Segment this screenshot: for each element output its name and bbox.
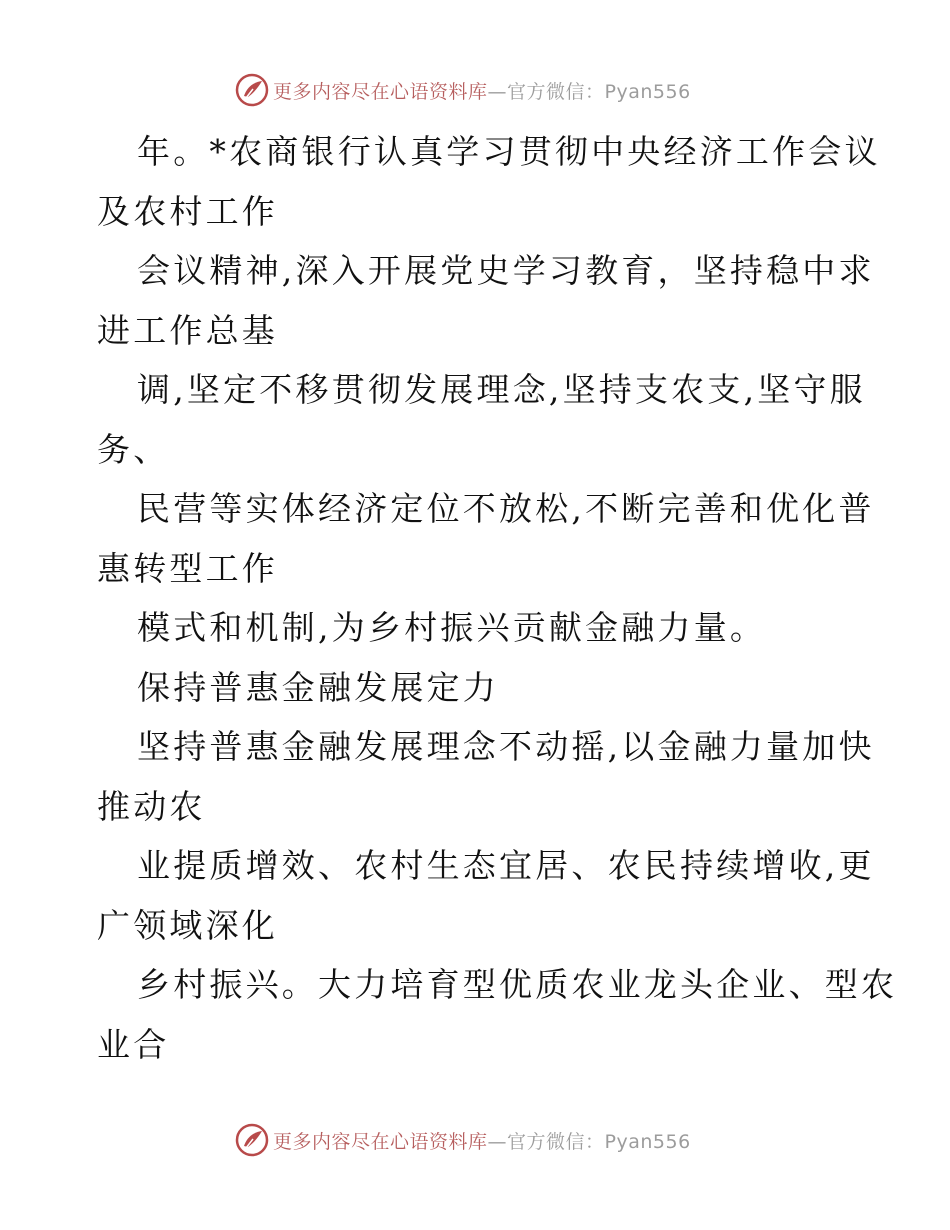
- text-line: 年。*农商银行认真学习贯彻中央经济工作会议: [137, 132, 881, 171]
- text-line: 进工作总基: [97, 310, 278, 350]
- text-line: 及农村工作: [97, 191, 278, 231]
- footer-separator: —: [487, 1130, 508, 1153]
- header-site-text: 更多内容尽在心语资料库: [273, 80, 488, 103]
- text-line: 业合: [97, 1024, 170, 1064]
- header-separator: —: [487, 80, 508, 103]
- footer-wechat-text: 官方微信：Pyan556: [507, 1130, 691, 1153]
- text-line: 广领域深化: [97, 905, 278, 945]
- text-line: 民营等实体经济定位不放松,不断完善和优化普: [137, 489, 875, 528]
- text-line: 业提质增效、农村生态宜居、农民持续增收,更: [137, 846, 875, 885]
- text-line: 会议精神,深入开展党史学习教育，坚持稳中求: [137, 251, 875, 290]
- text-line: 惠转型工作: [97, 548, 278, 588]
- text-line: 调,坚定不移贯彻发展理念,坚持支农支,坚守服: [137, 370, 866, 409]
- text-line: 模式和机制,为乡村振兴贡献金融力量。: [137, 608, 767, 647]
- text-line: 推动农: [97, 786, 206, 826]
- header-text: [273, 77, 691, 104]
- footer-banner: [235, 1122, 691, 1158]
- header-wechat-text: 官方微信：Pyan556: [507, 80, 691, 103]
- document-body: [97, 122, 898, 1074]
- section-heading: 保持普惠金融发展定力: [137, 667, 499, 707]
- logo-icon: [235, 1123, 269, 1157]
- footer-site-text: 更多内容尽在心语资料库: [273, 1130, 488, 1153]
- text-line: 乡村振兴。大力培育型优质农业龙头企业、型农: [137, 965, 898, 1004]
- text-line: 务、: [97, 429, 170, 469]
- header-banner: [235, 72, 691, 108]
- footer-text: [273, 1127, 691, 1154]
- logo-icon: [235, 73, 269, 107]
- text-line: 坚持普惠金融发展理念不动摇,以金融力量加快: [137, 727, 875, 766]
